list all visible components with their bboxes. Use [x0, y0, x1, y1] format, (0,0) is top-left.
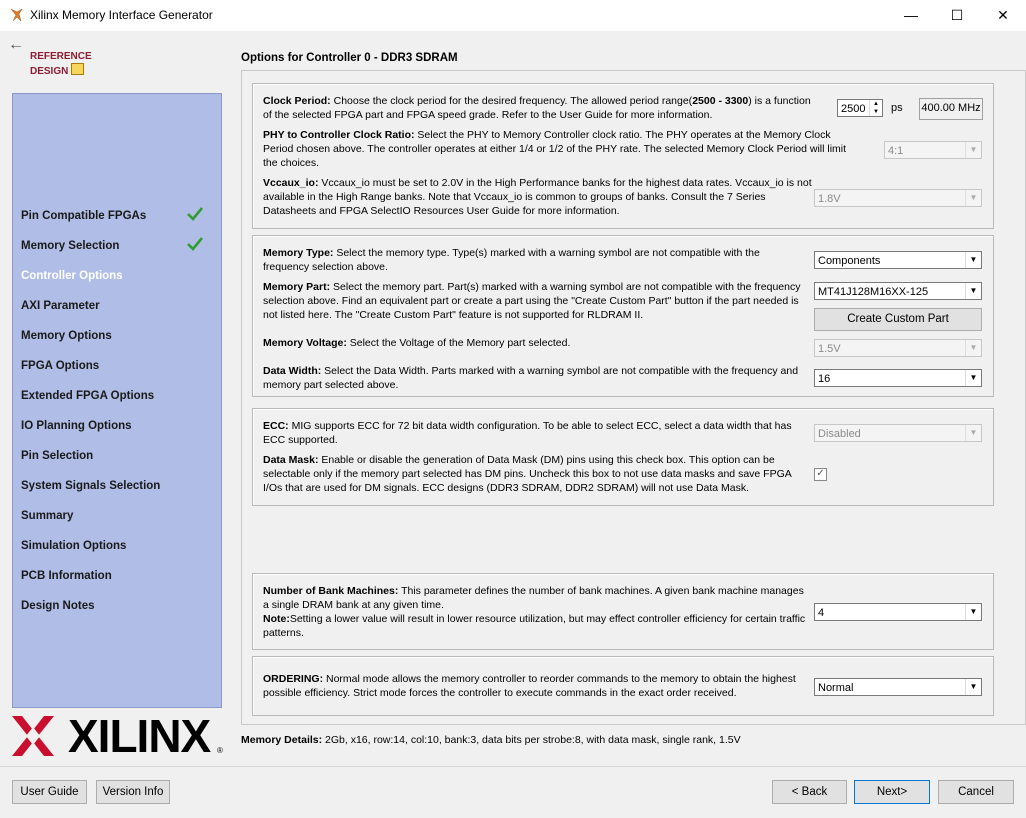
sidebar-item-extended-fpga-options[interactable] — [21, 390, 154, 402]
sidebar-item-label: Extended FPGA Options — [21, 390, 155, 402]
sidebar-item-label: Memory Selection — [21, 240, 120, 252]
vccaux-description — [263, 176, 813, 218]
memory-voltage-text: Select the Voltage of the Memory part selected. — [346, 337, 571, 349]
phy-ratio-text: Select the PHY to Memory Controller clock ratio. The PHY operates at the Memory Clock Period chosen above. The controller operates at either 1/4 or 1/2 of the PHY rate. The selected Memory Clock Period will limit the choices. — [263, 129, 847, 169]
bank-machines-note-text: Setting a lower value will result in lower resource utilization, but may effect controller efficiency for certain traffic patterns. — [263, 613, 806, 639]
memory-voltage-description — [263, 336, 808, 350]
clock-period-value: 2500 — [841, 103, 866, 115]
xilinx-wordmark: XILINX — [68, 710, 211, 762]
clock-period-range: 2500 - 3300 — [692, 95, 749, 107]
memory-type-description — [263, 246, 808, 274]
bank-machines-text: This parameter defines the number of bank machines. A given bank machine manages a single DRAM bank at any given time. — [263, 585, 804, 611]
sidebar-item-label: PCB Information — [21, 570, 112, 582]
mig-app-icon — [8, 7, 24, 23]
ordering-value: Normal — [818, 682, 854, 694]
sidebar-item-label: Memory Options — [21, 330, 112, 342]
sidebar-nav — [12, 93, 222, 708]
ordering-label: ORDERING: — [263, 673, 324, 685]
data-mask-checkbox[interactable]: ✓ — [814, 468, 827, 481]
memory-part-select[interactable] — [814, 282, 982, 300]
chevron-down-icon: ▼ — [965, 604, 981, 620]
ecc-text: MIG supports ECC for 72 bit data width configuration. To be able to select ECC, select a data width that has ECC supported. — [263, 420, 792, 446]
vccaux-text: Vccaux_io must be set to 2.0V in the High Performance banks for the highest data rates. Vccaux_io is not available in the High Range banks. Note that Vccaux_io is common to groups of banks. Consult the 7 Series Datasheets and FPGA SelectIO Resources User Guide for more information. — [263, 177, 812, 217]
sidebar-item-simulation-options[interactable] — [21, 540, 126, 552]
phy-ratio-description — [263, 128, 863, 170]
xilinx-mark-icon — [12, 716, 54, 756]
chevron-down-icon: ▼ — [965, 283, 981, 299]
data-mask-label: Data Mask: — [263, 454, 319, 466]
data-width-label: Data Width: — [263, 365, 322, 377]
sidebar-item-label: Pin Compatible FPGAs — [21, 210, 147, 222]
clock-period-text: Choose the clock period for the desired frequency. The allowed period range( — [330, 95, 693, 107]
next-button[interactable]: Next> — [854, 780, 930, 804]
page-title: Options for Controller 0 - DDR3 SDRAM — [241, 52, 458, 64]
sidebar-item-memory-options[interactable] — [21, 330, 112, 342]
sidebar-item-label: Simulation Options — [21, 540, 127, 552]
ecc-datamask-group — [252, 408, 994, 506]
chevron-down-icon: ▼ — [965, 370, 981, 386]
ecc-value: Disabled — [818, 428, 861, 440]
sidebar-item-label: Design Notes — [21, 600, 95, 612]
chevron-down-icon: ▼ — [965, 679, 981, 695]
phy-ratio-value: 4:1 — [888, 145, 904, 157]
ecc-description — [263, 419, 813, 447]
chevron-down-icon: ▼ — [965, 142, 981, 158]
bank-machines-label: Number of Bank Machines: — [263, 585, 399, 597]
create-custom-part-button[interactable]: Create Custom Part — [814, 308, 982, 331]
ecc-select[interactable] — [814, 424, 982, 442]
sidebar-item-io-planning-options[interactable] — [21, 420, 132, 432]
sidebar-item-label: IO Planning Options — [21, 420, 132, 432]
frequency-readout: 400.00 MHz — [919, 98, 983, 120]
chevron-down-icon: ▼ — [965, 340, 981, 356]
clock-period-label: Clock Period: — [263, 95, 331, 107]
ordering-description — [263, 672, 808, 700]
back-arrow-icon[interactable]: ← — [8, 36, 24, 53]
sidebar-item-pcb-information[interactable] — [21, 570, 112, 582]
user-guide-button[interactable]: User Guide — [12, 780, 87, 804]
chevron-down-icon: ▼ — [965, 425, 981, 441]
minimize-button[interactable]: — — [904, 7, 918, 23]
sidebar-item-pin-selection[interactable] — [21, 450, 93, 462]
ordering-text: Normal mode allows the memory controller to reorder commands to the memory to obtain the highest possible efficiency. Strict mode forces the controller to execute commands in the exact order received. — [263, 673, 796, 699]
chevron-down-icon: ▼ — [965, 190, 981, 206]
ordering-select[interactable] — [814, 678, 982, 696]
memory-settings-group — [252, 235, 994, 397]
title-bar — [0, 0, 1026, 31]
sidebar-item-fpga-options[interactable] — [21, 360, 99, 372]
reference-design-line2: DESIGN — [30, 66, 69, 77]
memory-voltage-value: 1.5V — [818, 343, 841, 355]
data-mask-text: Enable or disable the generation of Data Mask (DM) pins using this check box. This option can be selectable only if the memory part selected has DM pins. Uncheck this box to not use data masks and save FPGA I/Os that are used for DM signals. ECC designs (DDR3 SDRAM, DDR2 SDRAM) will not use Data Mask. — [263, 454, 792, 494]
bank-machines-value: 4 — [818, 607, 825, 619]
close-button[interactable]: ✕ — [997, 7, 1009, 23]
spinner-arrows-icon[interactable]: ▲ ▼ — [869, 100, 882, 116]
version-info-button[interactable]: Version Info — [96, 780, 170, 804]
cancel-button[interactable]: Cancel — [938, 780, 1014, 804]
memory-details-text: 2Gb, x16, row:14, col:10, bank:3, data bits per strobe:8, with data mask, single rank, 1.5V — [322, 734, 741, 746]
sidebar-item-label: Pin Selection — [21, 450, 94, 462]
memory-type-text: Select the memory type. Type(s) marked with a warning symbol are not compatible with the frequency selection above. — [263, 247, 760, 273]
data-width-text: Select the Data Width. Parts marked with a warning symbol are not compatible with the frequency and memory part selected above. — [263, 365, 799, 391]
sidebar-item-memory-selection[interactable] — [21, 240, 119, 252]
book-icon — [71, 63, 84, 75]
vccaux-label: Vccaux_io: — [263, 177, 319, 189]
memory-part-description — [263, 280, 808, 322]
phy-ratio-select[interactable] — [884, 141, 982, 159]
xilinx-logo — [12, 712, 227, 760]
clock-period-unit: ps — [891, 102, 903, 114]
sidebar-item-pin-compatible-fpgas[interactable] — [21, 210, 146, 222]
checkmark-icon — [187, 237, 203, 251]
maximize-button[interactable]: ☐ — [950, 7, 964, 23]
memory-type-label: Memory Type: — [263, 247, 334, 259]
sidebar-item-system-signals-selection[interactable] — [21, 480, 160, 492]
ecc-label: ECC: — [263, 420, 289, 432]
phy-ratio-label: PHY to Controller Clock Ratio: — [263, 129, 415, 141]
reference-design-line1: REFERENCE — [30, 51, 92, 62]
vccaux-select[interactable] — [814, 189, 982, 207]
sidebar-item-design-notes[interactable] — [21, 600, 95, 612]
window-title: Xilinx Memory Interface Generator — [30, 8, 213, 22]
data-width-description — [263, 364, 808, 392]
footer-divider — [0, 766, 1026, 767]
sidebar-item-label: System Signals Selection — [21, 480, 161, 492]
bank-machines-note-label: Note: — [263, 613, 290, 625]
reference-design-link[interactable] — [30, 50, 92, 78]
sidebar-item-label: Summary — [21, 510, 74, 522]
bank-machines-group — [252, 573, 994, 650]
vccaux-value: 1.8V — [818, 193, 841, 205]
memory-voltage-label: Memory Voltage: — [263, 337, 347, 349]
registered-mark: ® — [217, 746, 223, 755]
data-width-select[interactable] — [814, 369, 982, 387]
memory-part-label: Memory Part: — [263, 281, 331, 293]
data-width-value: 16 — [818, 373, 831, 385]
memory-details — [241, 734, 741, 746]
memory-voltage-select[interactable] — [814, 339, 982, 357]
sidebar-item-label: FPGA Options — [21, 360, 100, 372]
back-button[interactable]: < Back — [772, 780, 847, 804]
clock-period-description — [263, 94, 818, 122]
ordering-group — [252, 656, 994, 716]
checkmark-icon — [187, 207, 203, 221]
sidebar-item-axi-parameter[interactable] — [21, 300, 100, 312]
sidebar-item-label: Controller Options — [21, 270, 123, 282]
bank-machines-select[interactable] — [814, 603, 982, 621]
memory-type-select[interactable] — [814, 251, 982, 269]
bank-machines-description — [263, 584, 808, 640]
memory-type-value: Components — [818, 255, 881, 267]
sidebar-item-controller-options[interactable] — [21, 270, 123, 282]
clock-period-text-2: ) is a function of the selected FPGA part and FPGA speed grade. Refer to the User Guide for more information. — [263, 95, 811, 121]
sidebar-item-label: AXI Parameter — [21, 300, 100, 312]
sidebar-item-summary[interactable] — [21, 510, 73, 522]
data-mask-description — [263, 453, 808, 495]
clock-period-spinner[interactable] — [837, 99, 883, 117]
clock-settings-group — [252, 83, 994, 229]
memory-part-text: Select the memory part. Part(s) marked with a warning symbol are not compatible with the frequency selection above. Find an equivalent part or create a part using the "Create Custom Part" button if the part needed is not listed here. The "Create Custom Part" feature is not supported for RLDRAM II. — [263, 281, 801, 321]
options-panel — [241, 70, 1026, 725]
memory-part-value: MT41J128M16XX-125 — [818, 286, 929, 298]
memory-details-label: Memory Details: — [241, 734, 323, 746]
chevron-down-icon: ▼ — [965, 252, 981, 268]
